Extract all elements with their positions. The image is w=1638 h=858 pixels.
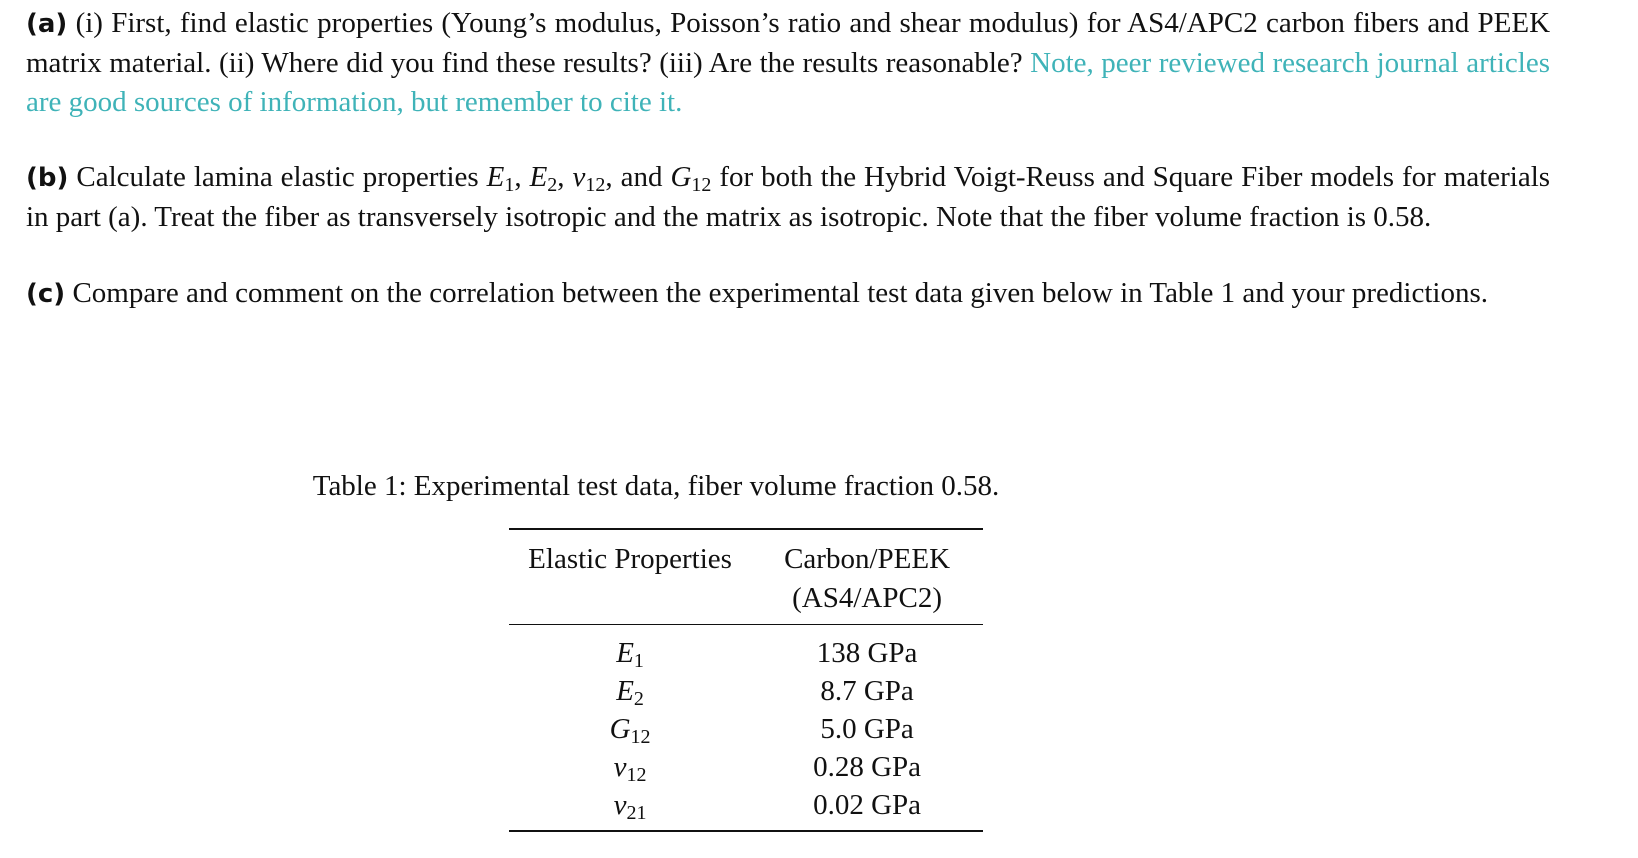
- problem-statement: [26, 4, 1550, 314]
- table-row: [509, 748, 983, 786]
- part-b-paragraph: (b) Calculate lamina elastic properties $E_1$, $E_2$, $\nu_{12}$, and $G_{12}$ for both the Hybrid Voigt-Reuss and Square Fiber models for materials in part (a). Treat the fiber as transversely isotropic and the matrix as isotropic. Note that the fiber volume fraction is 0.58.: [26, 161, 1551, 233]
- part-b-text-after: for both the Hybrid Voigt-Reuss and Square Fiber models for materials in part (a). Treat the fiber as transversely isotropic and the matrix as isotropic. Note that the fiber volume fraction is 0.58.: [26, 161, 1551, 233]
- property-value: 8.7 GPa: [820, 675, 914, 707]
- table-row: [509, 710, 983, 748]
- property-symbol: $E_2$: [616, 675, 644, 710]
- header-carbon-peek: [751, 529, 983, 618]
- table-caption: Table 1: Experimental test data, fiber volume fraction 0.58.: [312, 470, 1000, 502]
- property-symbol: $\nu_{21}$: [509, 786, 751, 831]
- part-c-paragraph: [26, 274, 1550, 314]
- part-b-conj: , and: [605, 161, 663, 193]
- header-elastic-properties: Elastic Properties: [509, 529, 751, 618]
- part-b-text-before: Calculate lamina elastic properties: [76, 161, 479, 193]
- part-b-label: (b): [26, 163, 69, 193]
- property-symbol: $\nu_{12}$: [613, 751, 647, 786]
- table-row: [509, 672, 983, 710]
- property-symbol: $E_1$: [616, 637, 644, 672]
- table-row: [509, 786, 983, 831]
- part-a-note: Note, peer reviewed research journal articles are good sources of information, but remember to cite it.: [26, 47, 1550, 118]
- property-value: 0.28 GPa: [813, 751, 922, 783]
- symbol-nu12: $\nu_{12}$: [572, 161, 606, 196]
- symbol-g12: $G_{12}$: [670, 161, 712, 196]
- header-carbon-peek-line2: (AS4/APC2): [792, 582, 942, 614]
- part-a-label: (a): [26, 9, 68, 39]
- symbol-e2: $E_2$: [529, 161, 558, 196]
- property-value: 5.0 GPa: [820, 713, 914, 745]
- experimental-data-table: [509, 528, 983, 832]
- property-symbol: $G_{12}$: [609, 713, 651, 748]
- part-a-text: (i) First, find elastic properties (Young’s modulus, Poisson’s ratio and shear modulus) for AS4/APC2 carbon fibers and PEEK matrix material. (ii) Where did you find these results? (iii) Are the results reasonable?: [26, 7, 1551, 79]
- part-c-label: (c): [26, 279, 66, 309]
- header-carbon-peek-line1: Carbon/PEEK: [784, 543, 951, 575]
- property-value: 0.02 GPa: [751, 786, 983, 831]
- part-a-paragraph: [26, 4, 1550, 122]
- symbol-e1: $E_1$: [486, 161, 515, 196]
- property-value: 138 GPa: [816, 637, 918, 669]
- part-c-text: Compare and comment on the correlation between the experimental test data given below in Table 1 and your predictions.: [72, 277, 1488, 309]
- table-row: [509, 625, 983, 673]
